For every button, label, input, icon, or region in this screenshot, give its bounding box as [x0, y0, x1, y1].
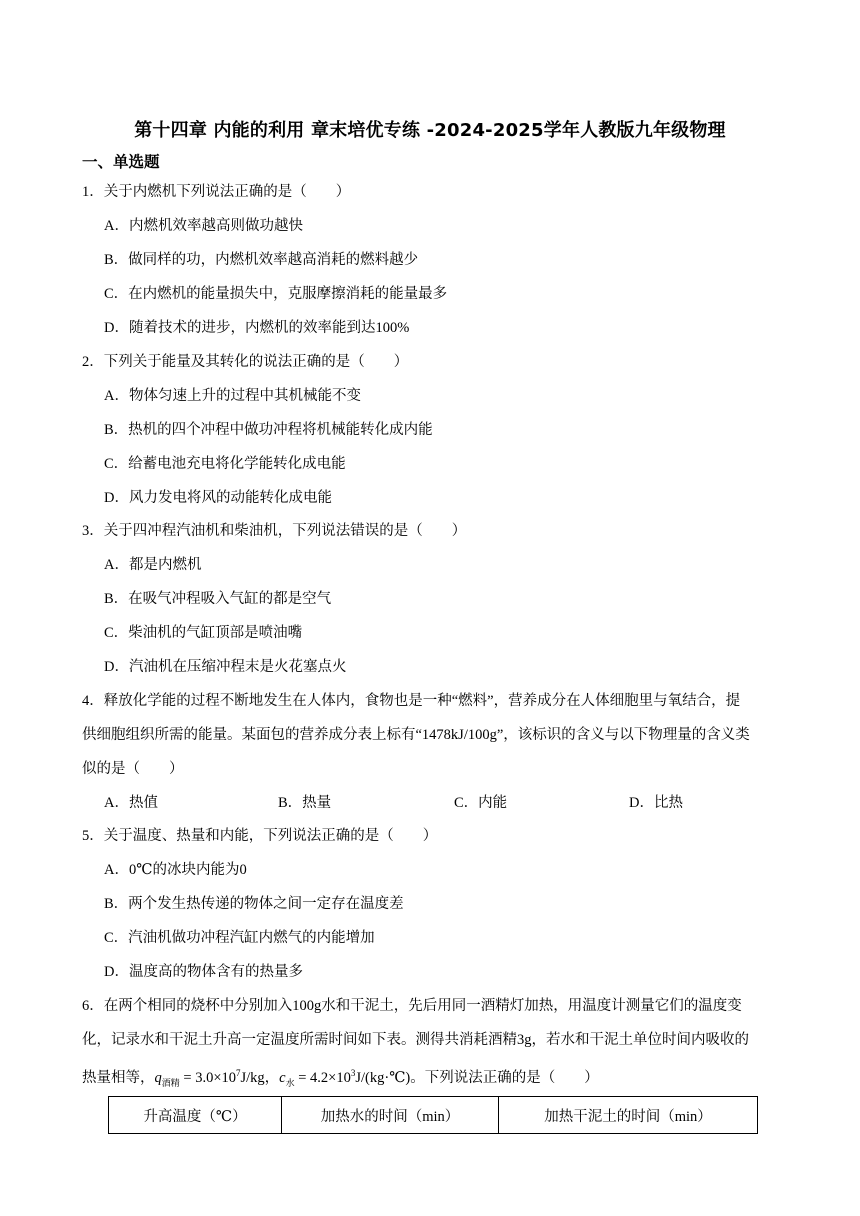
table-header-soil-time: 加热干泥土的时间（min） [499, 1097, 758, 1134]
document-title: 第十四章 内能的利用 章末培优专练 -2024-2025学年人教版九年级物理 [134, 120, 726, 141]
question-6-stem-line2: 化，记录水和干泥土升高一定温度所需时间如下表。测得共消耗酒精3g，若水和干泥土单位时间内吸收的 [82, 1032, 749, 1048]
question-4-stem-line2: 供细胞组织所需的能量。某面包的营养成分表上标有“1478kJ/100g”，该标识的含义与以下物理量的含义类 [82, 727, 750, 743]
q-symbol: q [154, 1070, 162, 1086]
question-4-stem-line1: 4．释放化学能的过程不断地发生在人体内，食物也是一种“燃料”，营养成分在人体细胞里与氧结合，提 [82, 693, 741, 709]
question-3-option-c: C．柴油机的气缸顶部是喷油嘴 [104, 625, 303, 641]
question-3-option-a: A．都是内燃机 [104, 557, 202, 573]
question-6-stem-line3 [82, 1066, 599, 1089]
question-6-line3-prefix: 热量相等， [82, 1070, 155, 1086]
q-subscript: 酒精 [161, 1077, 180, 1088]
question-4-option-b: B．热量 [278, 795, 332, 811]
question-1-option-a: A．内燃机效率越高则做功越快 [104, 218, 303, 234]
c-exponent: 3 [350, 1068, 356, 1079]
question-4-option-c: C．内能 [454, 795, 508, 811]
question-1-option-c: C．在内燃机的能量损失中，克服摩擦消耗的能量最多 [104, 286, 448, 302]
question-3-stem: 3．关于四冲程汽油机和柴油机，下列说法错误的是（ ） [82, 523, 467, 539]
question-5-stem: 5．关于温度、热量和内能，下列说法正确的是（ ） [82, 828, 438, 844]
question-3-option-d: D．汽油机在压缩冲程末是火花塞点火 [104, 659, 347, 675]
c-symbol: c [279, 1070, 286, 1086]
q-value: = 3.0×10 [179, 1070, 236, 1086]
question-4-option-d: D．比热 [629, 795, 683, 811]
question-5-option-c: C．汽油机做功冲程汽缸内燃气的内能增加 [104, 930, 375, 946]
question-6-line3-suffix: 。下列说法正确的是（ ） [410, 1070, 599, 1086]
q-unit: J/kg [240, 1070, 265, 1086]
question-2-option-d: D．风力发电将风的动能转化成电能 [104, 490, 332, 506]
question-2-option-c: C．给蓄电池充电将化学能转化成电能 [104, 456, 346, 472]
question-2-stem: 2．下列关于能量及其转化的说法正确的是（ ） [82, 354, 409, 370]
question-3-option-b: B．在吸气冲程吸入气缸的都是空气 [104, 591, 332, 607]
c-value: = 4.2×10 [294, 1070, 351, 1086]
c-unit: J/(kg·℃) [355, 1070, 411, 1086]
question-4-option-a: A．热值 [104, 795, 158, 811]
question-5-option-d: D．温度高的物体含有的热量多 [104, 964, 303, 980]
section-heading: 一、单选题 [82, 153, 160, 171]
question-6-stem-line1: 6．在两个相同的烧杯中分别加入100g水和干泥土，先后用同一酒精灯加热，用温度计测量它们的温度变 [82, 998, 742, 1014]
table-header-water-time: 加热水的时间（min） [282, 1097, 499, 1134]
question-2-option-b: B．热机的四个冲程中做功冲程将机械能转化成内能 [104, 422, 433, 438]
table-header-row [109, 1097, 758, 1134]
question-5-option-b: B．两个发生热传递的物体之间一定存在温度差 [104, 896, 404, 912]
fuel-heat-value-formula [155, 1070, 265, 1086]
question-4-stem-line3: 似的是（ ） [82, 761, 184, 777]
table-header-temperature: 升高温度（℃） [109, 1097, 282, 1134]
q-exponent: 7 [236, 1068, 241, 1079]
question-2-option-a: A．物体匀速上升的过程中其机械能不变 [104, 388, 361, 404]
question-1-option-d: D．随着技术的进步，内燃机的效率能到达100% [104, 320, 410, 336]
c-subscript: 水 [285, 1077, 295, 1088]
question-1-option-b: B．做同样的功，内燃机效率越高消耗的燃料越少 [104, 252, 419, 268]
heating-time-table [108, 1096, 758, 1134]
question-5-option-a: A．0℃的冰块内能为0 [104, 862, 247, 878]
specific-heat-formula [279, 1070, 410, 1086]
question-1-stem: 1．关于内燃机下列说法正确的是（ ） [82, 184, 351, 200]
formula-separator: ， [264, 1070, 280, 1086]
